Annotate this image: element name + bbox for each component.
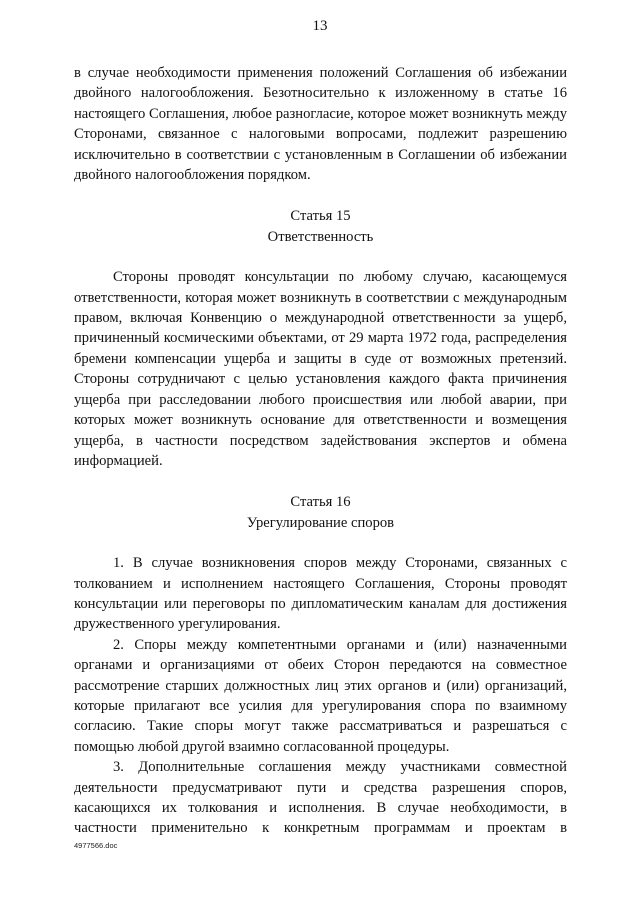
footer-document-code: 4977566.doc <box>74 841 118 850</box>
page-number: 13 <box>312 18 328 34</box>
article-16-title: Урегулирование споров <box>246 514 395 531</box>
intro-paragraph: в случае необходимости применения положений Соглашения об избежании двойного налогообложения. Безотносительно к изложенному в статье 16 настоящего Соглашения, любое разногласие, которое может возникнуть между Сторонами, связанное с налоговыми вопросами, подлежит разрешению исключительно в соответствии с установленным в Соглашении об избежании двойного налогообложения порядком. <box>74 65 567 184</box>
document-body <box>74 63 567 839</box>
article-16-paragraph-2: 2. Споры между компетентными органами и (или) назначенными органами и организациями от обеих Сторон передаются на совместное рассмотрение старших должностных лиц этих органов и (или) организаций, которые прилагают все усилия для урегулирования спора по взаимному согласию. Такие споры могут также рассматриваться и разрешаться с помощью любой другой взаимно согласованной процедуры. <box>74 636 567 755</box>
article-15-paragraph: Стороны проводят консультации по любому случаю, касающемуся ответственности, которая может возникнуть в соответствии с международным правом, включая Конвенцию о международной ответственности за ущерб, причиненный космическими объектами, от 29 марта 1972 года, распределения бремени компенсации ущерба и защиты в суде от возможных претензий. Стороны сотрудничают с целью установления каждого факта причинения ущерба при расследовании любого происшествия или любой аварии, при которых может возникнуть основание для ответственности и возмещения ущерба, в частности посредством задействования экспертов и обмена информацией. <box>74 269 567 469</box>
article-16-paragraph-1: 1. В случае возникновения споров между Сторонами, связанных с толкованием и исполнением настоящего Соглашения, Стороны проводят консультации или переговоры по дипломатическим каналам для достижения дружественного урегулирования. <box>74 555 567 633</box>
article-15-number: Статья 15 <box>290 208 351 225</box>
article-16-number: Статья 16 <box>290 494 351 511</box>
article-15-title: Ответственность <box>267 228 374 245</box>
article-16-paragraph-3: 3. Дополнительные соглашения между участниками совместной деятельности предусматривают пути и средства разрешения споров, касающихся их толкования и исполнения. В случае необходимости, в частности применительно к конкретным программам и проектам в <box>74 759 567 837</box>
